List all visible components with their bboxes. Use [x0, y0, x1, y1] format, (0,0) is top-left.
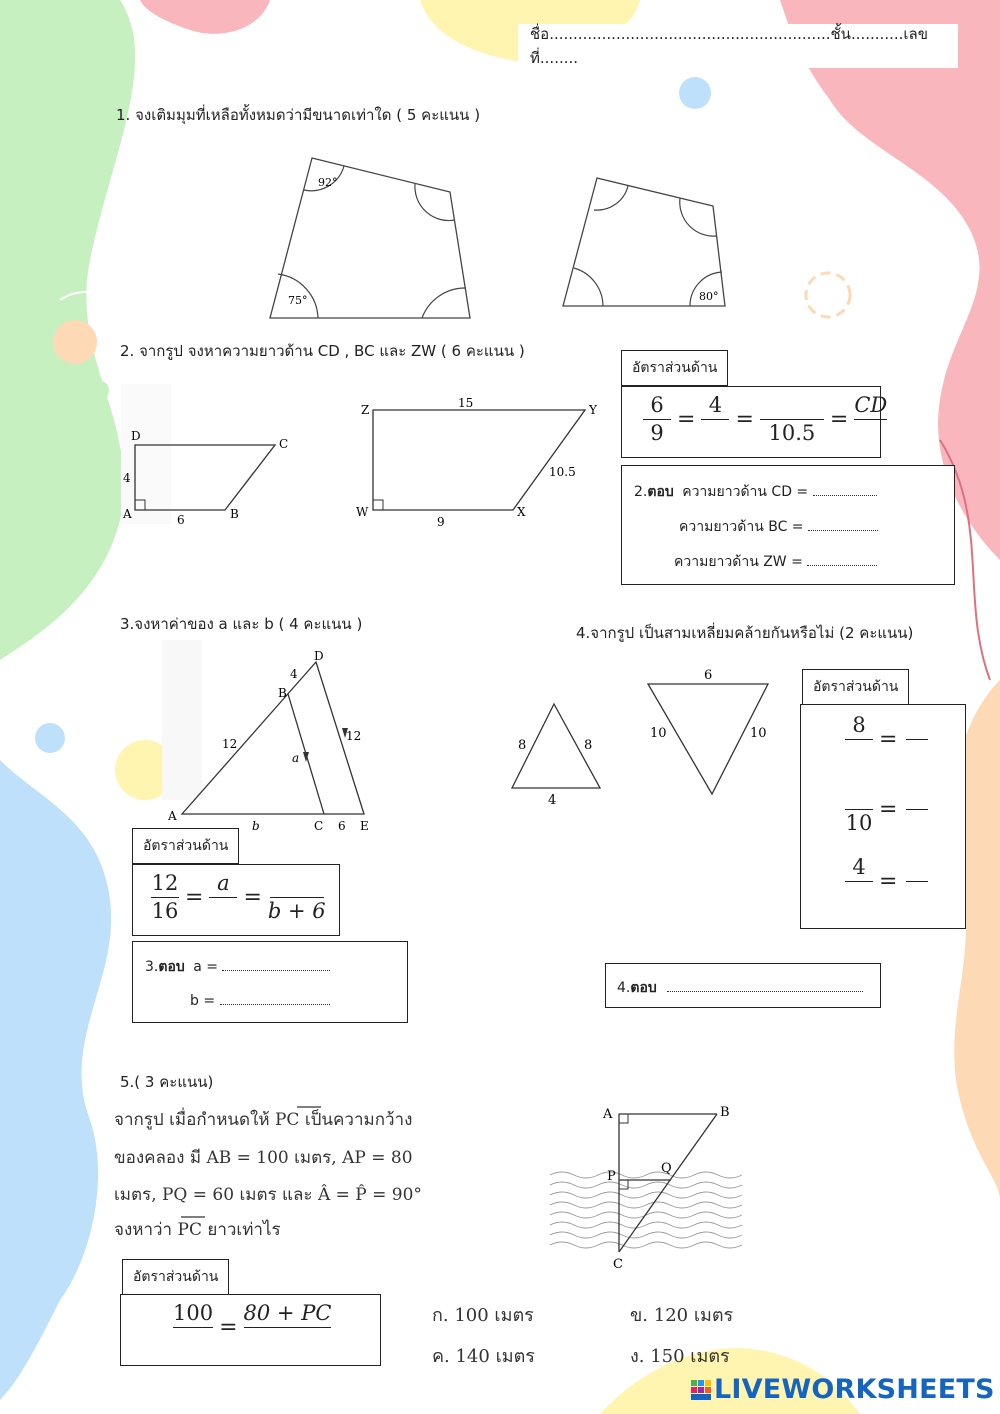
q4-ratio-row-1: 8 = [842, 712, 934, 767]
q5-label-A: A [603, 1107, 613, 1122]
q5-label-P: P [607, 1169, 616, 1184]
q2-f1-num: 6 [643, 392, 671, 420]
q3-answer-a-line: 3.ตอบ a = [145, 956, 330, 978]
q5-label-C: C [613, 1257, 623, 1272]
q4-small-bottom: 4 [548, 793, 557, 808]
name-line[interactable]: ชื่อ...........................................................ชั้น...........เลขที่........ [530, 25, 928, 67]
q1-angle-92: 92° [318, 176, 338, 189]
q5-problem-line-4: จงหาว่า PC ยาวเท่าไร [114, 1220, 281, 1240]
q5-problem-line-1: จากรูป เมื่อกำหนดให้ PC เป็นความกว้าง [114, 1110, 413, 1130]
footer-brand: LIVEWORKSHEETS [714, 1374, 995, 1405]
q4-r2-num-blank[interactable] [845, 782, 873, 810]
q4-small-right: 8 [584, 738, 593, 753]
q4-answer-line: 4.ตอบ [617, 977, 863, 999]
q4-r2b-den-blank[interactable] [903, 810, 931, 837]
q2-small-C: C [279, 437, 289, 451]
q5-choice-b[interactable]: ข. 120 เมตร [630, 1305, 734, 1326]
q2-small-A: A [123, 507, 132, 521]
q5-label-Q: Q [661, 1161, 672, 1176]
q3-answer-a-label: a = [193, 959, 218, 975]
q4-r3b-den-blank[interactable] [903, 882, 931, 909]
q3-label-6: 6 [338, 819, 346, 833]
q3-ratio-tag: อัตราส่วนด้าน [132, 828, 239, 864]
q3-label-C: C [314, 819, 324, 833]
q2-big-side-9: 9 [437, 515, 445, 529]
q4-r3-den-blank[interactable] [845, 882, 873, 909]
q4-answer-label: ตอบ [630, 980, 657, 996]
q5-pc-overline-1 [296, 1104, 322, 1110]
q5-ratio-equation: 100 = 80 + PC [170, 1300, 334, 1355]
q1-angle-75: 75° [288, 294, 308, 307]
q2-big-W: W [356, 505, 369, 519]
q5-choice-c[interactable]: ค. 140 เมตร [432, 1346, 535, 1367]
q2-answer-zw-line [674, 551, 877, 573]
q5-choice-a[interactable]: ก. 100 เมตร [432, 1305, 534, 1326]
q2-answer-cd-input[interactable] [813, 481, 877, 496]
q2-answer-cd-line: 2.ตอบ ความยาวด้าน CD = [634, 481, 877, 503]
q3-answer-label: ตอบ [158, 959, 185, 975]
liveworksheets-icon [690, 1378, 712, 1402]
q5-f1-num: 100 [173, 1300, 213, 1328]
q4-big-right: 10 [750, 726, 767, 741]
q3-f2-num: a [209, 870, 237, 898]
q2-small-side-6: 6 [177, 513, 185, 527]
q2-answer-bc-line [679, 516, 878, 538]
q3-answer-b-line [190, 990, 330, 1009]
q4-big-left: 10 [650, 726, 667, 741]
q2-answer-cd-label: ความยาวด้าน CD = [682, 484, 809, 500]
q5-title: 5.( 3 คะแนน) [120, 1073, 214, 1091]
q2-big-side-105: 10.5 [549, 465, 576, 479]
q3-label-b: b [252, 819, 260, 833]
q2-f1-den: 9 [650, 421, 664, 445]
q1-angle-80: 80° [699, 290, 719, 303]
q2-answer-bc-input[interactable] [808, 516, 878, 531]
q4-small-left: 8 [518, 738, 527, 753]
q3-f3-num-blank[interactable] [270, 870, 324, 898]
q4-r1-num: 8 [845, 712, 873, 740]
q2-big-X: X [517, 505, 526, 519]
q3-answer-b-input[interactable] [220, 990, 330, 1005]
q5-label-B: B [720, 1105, 730, 1120]
q4-r2-den: 10 [845, 811, 873, 835]
q3-f1-den: 16 [151, 899, 179, 923]
q2-title: 2. จากรูป จงหาความยาวด้าน CD , BC และ ZW ( 6 คะแนน ) [120, 342, 525, 360]
q2-small-D: D [131, 429, 141, 443]
q2-small-B: B [230, 507, 239, 521]
q2-small-side-4: 4 [123, 471, 131, 485]
q3-label-E: E [360, 819, 369, 833]
q3-label-12a: 12 [222, 737, 238, 751]
q2-f4-den-blank[interactable] [857, 420, 885, 447]
q2-big-Y: Y [589, 403, 597, 417]
q3-label-4: 4 [290, 667, 298, 681]
q3-answer-box [132, 941, 408, 1023]
q5-f2-num: 80 + PC [244, 1300, 332, 1328]
q4-r1b-den-blank[interactable] [903, 740, 931, 767]
q2-f3-den: 10.5 [768, 421, 816, 445]
q1-figure [260, 150, 740, 325]
q3-label-A: A [168, 809, 177, 823]
q5-problem-line-3: เมตร, PQ = 60 เมตร และ Â = P̂ = 90° [114, 1185, 422, 1205]
q3-label-a: a [292, 751, 300, 765]
q5-problem-line-2: ของคลอง มี AB = 100 เมตร, AP = 80 [114, 1148, 413, 1168]
q5-f2-den-blank[interactable] [273, 1328, 301, 1355]
q3-label-B: B [278, 686, 287, 700]
q4-r3-num: 4 [845, 854, 873, 882]
q5-f1-den-blank[interactable] [179, 1328, 207, 1355]
q2-f4-num: CD [854, 392, 887, 420]
q4-ratio-tag: อัตราส่วนด้าน [802, 669, 909, 705]
q4-r1-den-blank[interactable] [845, 740, 873, 767]
q3-title: 3.จงหาค่าของ a และ b ( 4 คะแนน ) [120, 615, 363, 633]
q5-figure [545, 1100, 745, 1272]
q3-f3-den: b + 6 [267, 899, 326, 923]
q3-label-12b: 12 [346, 729, 362, 743]
q5-pc-overline-2 [180, 1214, 206, 1220]
q1-title: 1. จงเติมมุมที่เหลือทั้งหมดว่ามีขนาดเท่าใด ( 5 คะแนน ) [116, 106, 481, 124]
q5-ratio-tag: อัตราส่วนด้าน [122, 1259, 229, 1295]
q3-label-D: D [314, 649, 324, 663]
q2-f3-num-blank[interactable] [760, 392, 824, 420]
q4-title: 4.จากรูป เป็นสามเหลี่ยมคล้ายกันหรือไม่ (2 คะแนน) [576, 624, 914, 642]
q3-f1-num: 12 [151, 870, 179, 898]
q4-answer-input[interactable] [667, 977, 863, 992]
q3-ratio-equation: $\frac{12}{16}$ = a = b + 6 [151, 871, 326, 923]
q5-choice-d[interactable]: ง. 150 เมตร [630, 1346, 730, 1367]
q2-answer-label: ตอบ [647, 484, 674, 500]
q2-big-side-15: 15 [458, 396, 474, 410]
q4-figure [500, 662, 790, 812]
q3-answer-b-label: b = [190, 993, 216, 1009]
q3-answer-a-input[interactable] [222, 956, 330, 971]
q2-answer-bc-label: ความยาวด้าน BC = [679, 519, 804, 535]
q2-answer-zw-input[interactable] [807, 551, 877, 566]
q2-f2-den-blank[interactable] [701, 420, 729, 447]
q4-ratio-row-3: 4 = [842, 854, 934, 909]
footer-logo [690, 1374, 995, 1405]
q2-figures [115, 380, 615, 530]
q2-big-Z: Z [361, 403, 370, 417]
q4-r3b-num-blank[interactable] [906, 854, 928, 882]
q2-ratio-equation: $\frac{6}{9}$ = 4 = 10.5 = CD [640, 392, 890, 447]
q4-r1b-num-blank[interactable] [906, 712, 928, 740]
q2-answer-zw-label: ความยาวด้าน ZW = [674, 554, 803, 570]
q4-ratio-row-2: 10 = [842, 782, 934, 837]
q4-big-top: 6 [704, 668, 713, 683]
header-name-box [518, 24, 958, 68]
q4-r2b-num-blank[interactable] [906, 782, 928, 810]
q2-f2-num: 4 [701, 392, 729, 420]
q3-figure [160, 640, 400, 840]
q3-f2-den-blank[interactable] [209, 898, 237, 925]
q2-ratio-tag: อัตราส่วนด้าน [621, 350, 728, 386]
